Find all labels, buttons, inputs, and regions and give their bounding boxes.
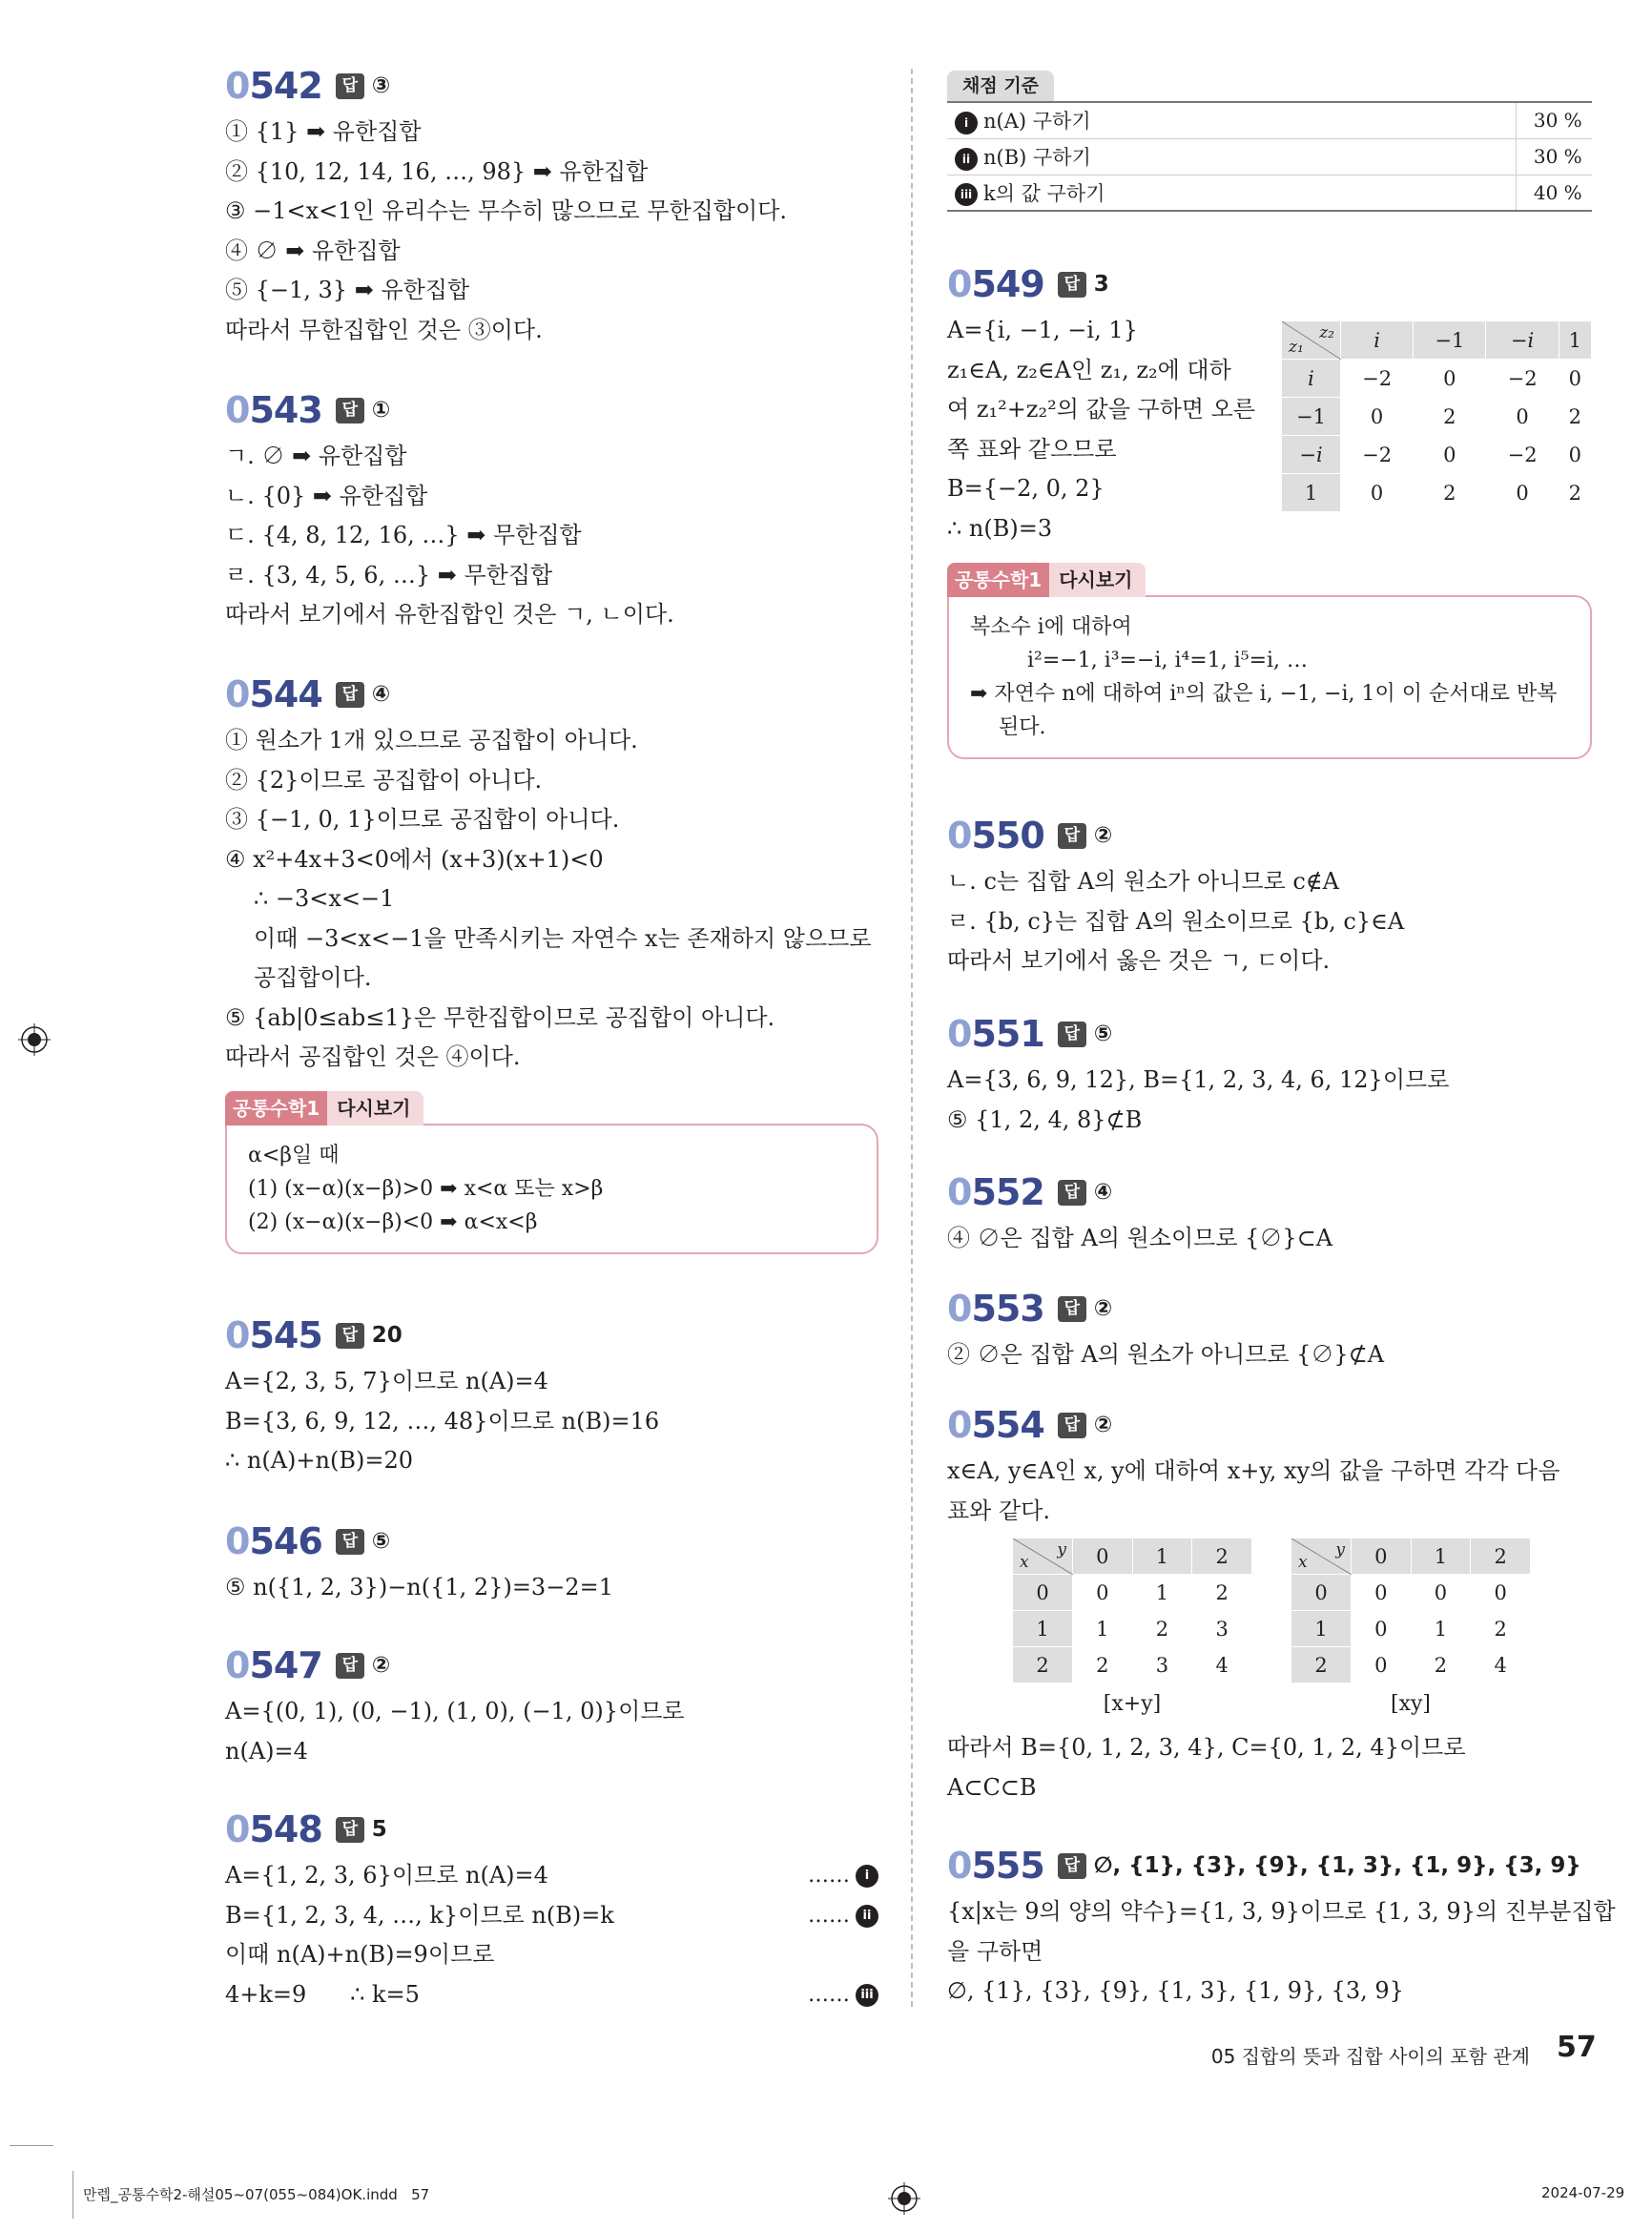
review-line: 된다. xyxy=(999,715,1046,739)
problem-0548 xyxy=(225,1803,878,2014)
problem-number: 0555 xyxy=(947,1845,1044,1887)
answer: ④ xyxy=(371,682,391,707)
problem-number: 0549 xyxy=(947,263,1044,305)
answer: 3 xyxy=(1093,272,1109,297)
answer: ⑤ xyxy=(371,1529,391,1554)
problem-number: 0551 xyxy=(947,1013,1044,1055)
problem-number: 0542 xyxy=(225,65,322,107)
table-row: 1 1 2 3 xyxy=(1013,1611,1252,1647)
solution-line: A={(0, 1), (0, −1), (1, 0), (−1, 0)}이므로 xyxy=(225,1698,685,1724)
answer: ④ xyxy=(1093,1180,1113,1205)
crop-mark xyxy=(72,2171,73,2219)
problem-number: 0544 xyxy=(225,673,322,715)
table-row: iii k의 값 구하기 40 % xyxy=(947,175,1592,211)
solution-line: 따라서 공집합인 것은 ④이다. xyxy=(225,1043,521,1070)
scoring-mark-i: …… i xyxy=(808,1856,878,1896)
problem-number: 0548 xyxy=(225,1808,322,1850)
answer: ② xyxy=(1093,1413,1113,1437)
answer-tag: 답 xyxy=(1058,1413,1086,1438)
solution-line: A={3, 6, 9, 12}, B={1, 2, 3, 4, 6, 12}이므로 xyxy=(947,1066,1450,1093)
problem-0549 xyxy=(947,258,1592,548)
problem-0553 xyxy=(947,1282,1592,1375)
solution-line: {x|x는 9의 양의 약수}={1, 3, 9}이므로 {1, 3, 9}의 진부분집합 xyxy=(947,1898,1616,1925)
answer-tag: 답 xyxy=(1058,823,1086,849)
problem-0546 xyxy=(225,1515,878,1608)
table-caption: [xy] xyxy=(1390,1692,1431,1716)
review-line: i²=−1, i³=−i, i⁴=1, i⁵=i, … xyxy=(1027,649,1309,672)
review-line: α<β일 때 xyxy=(248,1144,340,1167)
solution-line: ④ x²+4x+3<0에서 (x+3)(x+1)<0 xyxy=(225,845,604,873)
review-tab-label: 다시보기 xyxy=(327,1091,423,1125)
problem-0550 xyxy=(947,809,1592,981)
page-number: 57 xyxy=(1557,2031,1597,2064)
criteria-tab: 채점 기준 xyxy=(947,71,1054,101)
answer: ② xyxy=(371,1653,391,1678)
solution-line: 4+k=9 ∴ k=5 …… iii xyxy=(225,1975,878,2015)
solution-line: ㄹ. {b, c}는 집합 A의 원소이므로 {b, c}∈A xyxy=(947,907,1405,935)
answer-tag: 답 xyxy=(1058,1296,1086,1322)
solution-line: ② {2}이므로 공집합이 아니다. xyxy=(225,766,543,794)
z-square-table: z₂ z₁ i −1 −i 1 i −2 0 −2 0 −1 0 2 0 2 −i −2 0 −2 0 1 0 2 0 2 xyxy=(1281,320,1592,512)
table-row: 1 0 1 2 xyxy=(1291,1611,1531,1647)
review-line: (2) (x−α)(x−β)<0 ➡ α<x<β xyxy=(248,1210,538,1234)
problem-number: 0553 xyxy=(947,1288,1044,1330)
table-row: 0 0 0 0 xyxy=(1291,1575,1531,1611)
answer: ② xyxy=(1093,823,1113,848)
problem-number: 0543 xyxy=(225,389,322,431)
table-row: 2 2 3 4 xyxy=(1013,1647,1252,1683)
solution-line: 쪽 표와 같으므로 xyxy=(947,435,1117,463)
answer-tag: 답 xyxy=(336,1323,364,1349)
solution-line: ① {1} ➡ 유한집합 xyxy=(225,118,422,145)
table-row: i n(A) 구하기 30 % xyxy=(947,102,1592,138)
solution-line: ⑤ {ab|0≤ab≤1}은 무한집합이므로 공집합이 아니다. xyxy=(225,1003,775,1031)
table-row: 0 0 1 2 xyxy=(1013,1575,1252,1611)
review-box xyxy=(947,563,1592,759)
answer: ② xyxy=(1093,1296,1113,1321)
review-line: (1) (x−α)(x−β)>0 ➡ x<α 또는 x>β xyxy=(248,1177,604,1201)
solution-line: 을 구하면 xyxy=(947,1937,1043,1965)
problem-number: 0552 xyxy=(947,1171,1044,1213)
table-row: −1 0 2 0 2 xyxy=(1282,398,1592,436)
product-table: y x 0 1 2 0 0 0 0 1 0 1 2 2 0 2 4 xyxy=(1291,1538,1531,1683)
review-tab-label: 다시보기 xyxy=(1049,563,1146,597)
solution-line: 이때 n(A)+n(B)=9이므로 xyxy=(225,1941,495,1968)
registration-mark-icon xyxy=(18,1023,51,1056)
table-caption: [x+y] xyxy=(1103,1692,1162,1716)
solution-line: ㄹ. {3, 4, 5, 6, …} ➡ 무한집합 xyxy=(225,561,553,588)
table-row: 2 0 2 4 xyxy=(1291,1647,1531,1683)
problem-number: 0550 xyxy=(947,815,1044,857)
answer: ③ xyxy=(371,73,391,98)
answer: 20 xyxy=(371,1323,403,1348)
problem-0542 xyxy=(225,59,878,350)
table-row: ii n(B) 구하기 30 % xyxy=(947,138,1592,175)
solution-line: B={1, 2, 3, 4, …, k}이므로 n(B)=k …… ii xyxy=(225,1896,878,1936)
solution-line: z₁∈A, z₂∈A인 z₁, z₂에 대하 xyxy=(947,356,1231,383)
review-tab-subject: 공통수학1 xyxy=(947,563,1049,597)
solution-line: A={2, 3, 5, 7}이므로 n(A)=4 xyxy=(225,1368,548,1394)
solution-line: ∴ −3<x<−1 xyxy=(254,885,395,912)
table-row: i −2 0 −2 0 xyxy=(1282,360,1592,398)
problem-number: 0546 xyxy=(225,1520,322,1562)
problem-0555 xyxy=(947,1839,1616,2012)
solution-line: A={i, −1, −i, 1} xyxy=(947,317,1138,343)
file-slug: 만렙_공통수학2-해설05~07(055~084)OK.indd 57 xyxy=(83,2186,430,2203)
problem-0547 xyxy=(225,1639,878,1771)
solution-line: B={3, 6, 9, 12, …, 48}이므로 n(B)=16 xyxy=(225,1407,660,1435)
answer-tag: 답 xyxy=(336,73,364,99)
review-tab-subject: 공통수학1 xyxy=(225,1091,327,1125)
problem-number: 0554 xyxy=(947,1404,1044,1446)
chapter-title: 05 집합의 뜻과 집합 사이의 포함 관계 xyxy=(1210,2045,1530,2068)
column-divider xyxy=(911,69,913,2007)
solution-line: 이때 −3<x<−1을 만족시키는 자연수 x는 존재하지 않으므로 xyxy=(254,924,872,952)
answer-tag: 답 xyxy=(1058,1180,1086,1206)
problem-number: 0547 xyxy=(225,1644,322,1686)
review-box xyxy=(225,1091,878,1254)
solution-line: ∅, {1}, {3}, {9}, {1, 3}, {1, 9}, {3, 9} xyxy=(947,1977,1404,2004)
solution-line: ② ∅은 집합 A의 원소가 아니므로 {∅}⊄A xyxy=(947,1341,1385,1368)
criteria-table xyxy=(947,101,1592,212)
answer-tag: 답 xyxy=(1058,272,1086,298)
solution-line: 여 z₁²+z₂²의 값을 구하면 오른 xyxy=(947,396,1256,423)
table-row: −i −2 0 −2 0 xyxy=(1282,436,1592,474)
solution-line: ㄷ. {4, 8, 12, 16, …} ➡ 무한집합 xyxy=(225,522,582,548)
table-corner: z₂ z₁ xyxy=(1282,321,1341,360)
solution-line: ㄱ. ∅ ➡ 유한집합 xyxy=(225,443,407,469)
problem-0545 xyxy=(225,1309,878,1481)
answer-tag: 답 xyxy=(1058,1853,1086,1879)
solution-line: ① 원소가 1개 있으므로 공집합이 아니다. xyxy=(225,727,638,754)
review-line: 복소수 i에 대하여 xyxy=(970,615,1132,639)
review-line: ➡ 자연수 n에 대하여 iⁿ의 값은 i, −1, −i, 1이 이 순서대로 반복 xyxy=(970,682,1558,706)
solution-line: x∈A, y∈A인 x, y에 대하여 x+y, xy의 값을 구하면 각각 다음 xyxy=(947,1457,1560,1484)
crop-mark xyxy=(10,2145,53,2146)
solution-line: ⑤ {1, 2, 4, 8}⊄B xyxy=(947,1105,1143,1133)
solution-line: ④ ∅은 집합 A의 원소이므로 {∅}⊂A xyxy=(947,1225,1333,1251)
answer-tag: 답 xyxy=(336,398,364,423)
scoring-mark-ii: …… ii xyxy=(808,1896,878,1936)
registration-mark-icon xyxy=(888,2182,920,2215)
solution-line: ∴ n(A)+n(B)=20 xyxy=(225,1447,413,1474)
problem-0544 xyxy=(225,668,878,1078)
answer-tag: 답 xyxy=(336,1653,364,1679)
problem-0554 xyxy=(947,1398,1592,1801)
answer: 5 xyxy=(371,1817,387,1842)
solution-line: B={−2, 0, 2} xyxy=(947,475,1105,502)
solution-line: 공집합이다. xyxy=(254,964,372,991)
problem-0543 xyxy=(225,383,878,635)
sum-table: y x 0 1 2 0 0 1 2 1 1 2 3 2 2 3 4 xyxy=(1012,1538,1252,1683)
date-slug: 2024-07-29 xyxy=(1541,2184,1625,2201)
solution-line: 따라서 보기에서 유한집합인 것은 ㄱ, ㄴ이다. xyxy=(225,601,674,628)
answer-tag: 답 xyxy=(336,1817,364,1843)
problem-number: 0545 xyxy=(225,1314,322,1356)
table-corner: y x xyxy=(1291,1538,1352,1575)
solution-line: ∴ n(B)=3 xyxy=(947,514,1053,542)
problem-0551 xyxy=(947,1007,1592,1140)
answer-tag: 답 xyxy=(336,1529,364,1555)
solution-line: 따라서 보기에서 옳은 것은 ㄱ, ㄷ이다. xyxy=(947,947,1331,974)
solution-line: 따라서 무한집합인 것은 ③이다. xyxy=(225,316,543,343)
solution-line: A⊂C⊂B xyxy=(947,1773,1037,1801)
answer-tag: 답 xyxy=(1058,1022,1086,1047)
answer: ⑤ xyxy=(1093,1022,1113,1046)
solution-line: n(A)=4 xyxy=(225,1737,308,1765)
table-corner: y x xyxy=(1013,1538,1073,1575)
answer: ∅, {1}, {3}, {9}, {1, 3}, {1, 9}, {3, 9} xyxy=(1093,1853,1581,1878)
solution-line: ④ ∅ ➡ 유한집합 xyxy=(225,237,401,264)
solution-line: ③ {−1, 0, 1}이므로 공집합이 아니다. xyxy=(225,806,620,833)
answer-tag: 답 xyxy=(336,682,364,708)
solution-line: ㄴ. c는 집합 A의 원소가 아니므로 c∉A xyxy=(947,868,1339,895)
solution-line: ⑤ n({1, 2, 3})−n({1, 2})=3−2=1 xyxy=(225,1574,613,1600)
scoring-mark-iii: …… iii xyxy=(808,1975,878,2015)
solution-line: 표와 같다. xyxy=(947,1497,1050,1524)
solution-line: ㄴ. {0} ➡ 유한집합 xyxy=(225,482,428,509)
solution-line: ⑤ {−1, 3} ➡ 유한집합 xyxy=(225,277,470,303)
solution-line: ③ −1<x<1인 유리수는 무수히 많으므로 무한집합이다. xyxy=(225,197,788,224)
table-row: 1 0 2 0 2 xyxy=(1282,474,1592,512)
scoring-criteria xyxy=(947,71,1592,212)
solution-line: 따라서 B={0, 1, 2, 3, 4}, C={0, 1, 2, 4}이므로 xyxy=(947,1734,1466,1761)
answer: ① xyxy=(371,398,391,423)
solution-line: A={1, 2, 3, 6}이므로 n(A)=4 …… i xyxy=(225,1856,878,1896)
problem-0552 xyxy=(947,1166,1592,1259)
solution-line: ② {10, 12, 14, 16, …, 98} ➡ 유한집합 xyxy=(225,157,649,185)
